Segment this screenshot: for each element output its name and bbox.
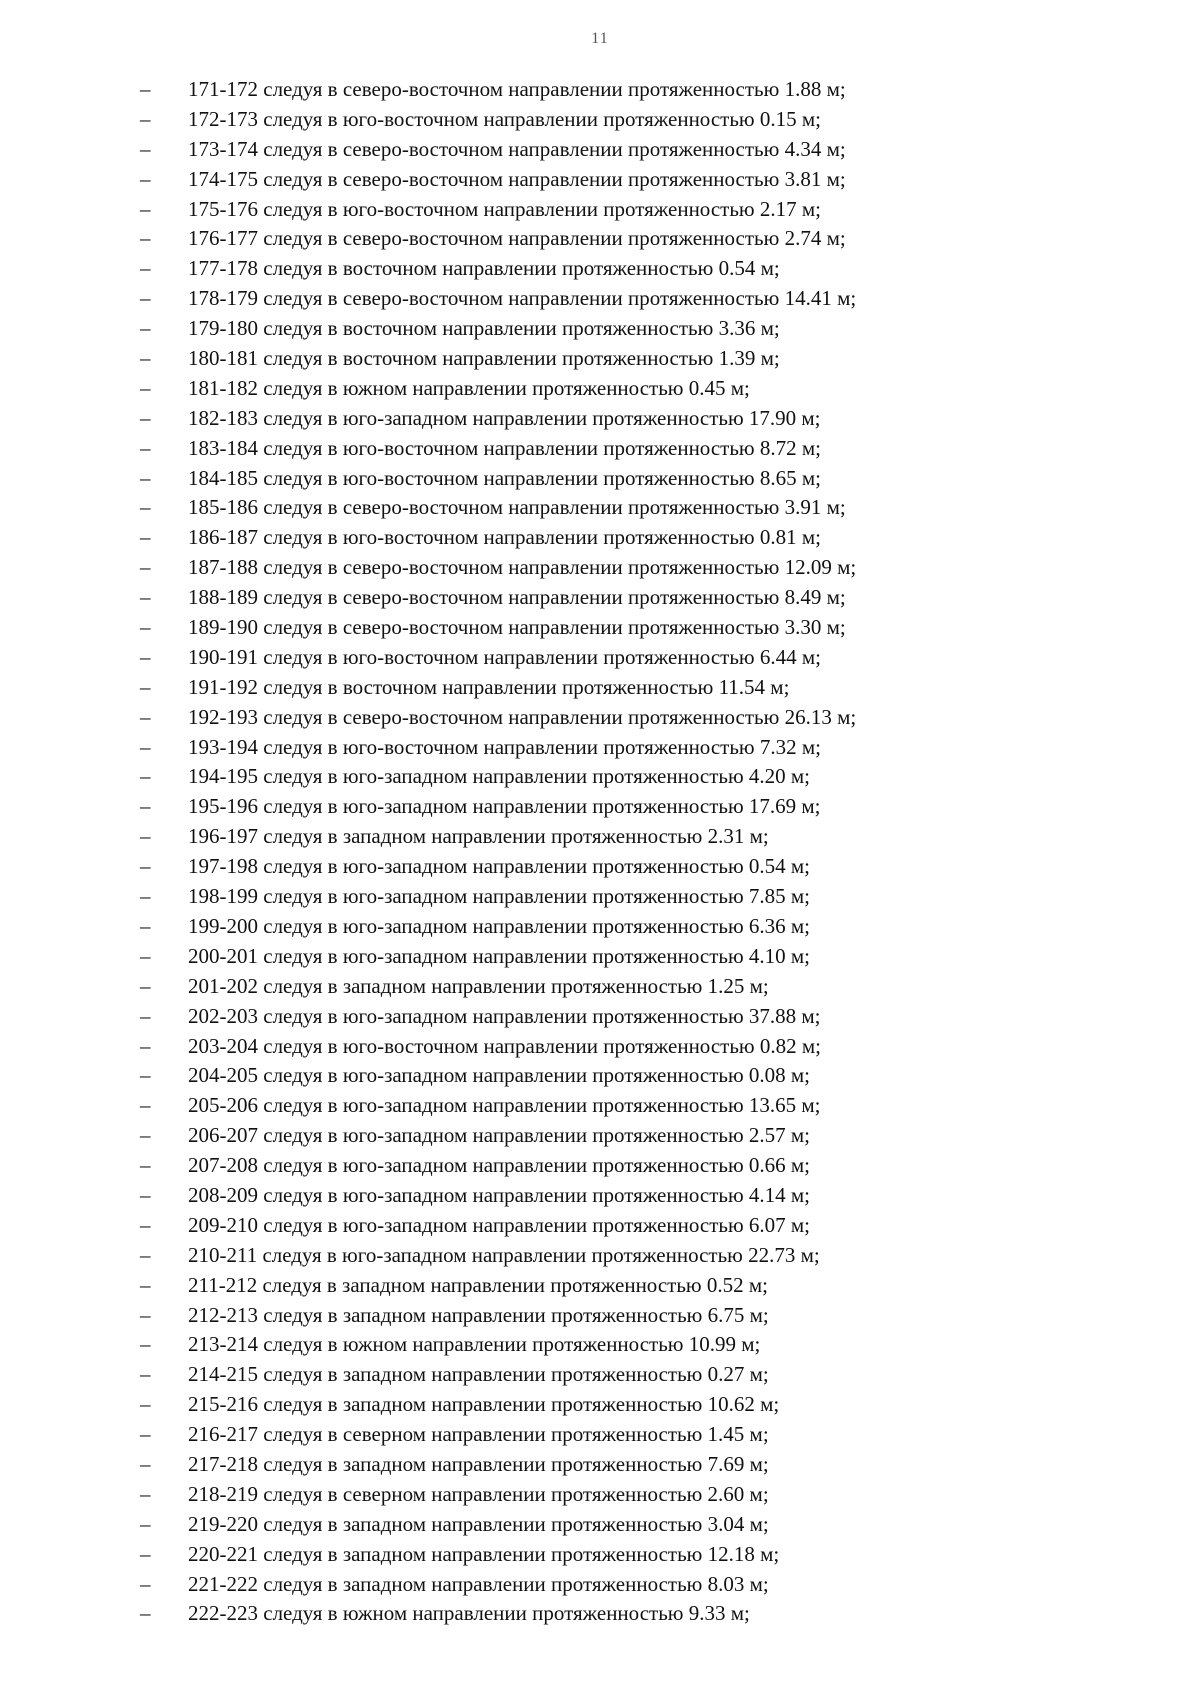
segment-description: 192-193 следуя в северо-восточном направлении протяженностью 26.13 м; [188,704,857,729]
segment-description: 205-206 следуя в юго-западном направлении протяженностью 13.65 м; [188,1093,821,1118]
list-bullet-dash: – [140,1063,151,1088]
list-bullet-dash: – [140,1212,151,1237]
list-bullet-dash: – [140,1272,151,1297]
list-item [140,434,856,464]
list-item [140,374,856,404]
list-bullet-dash: – [140,884,151,909]
segment-description: 209-210 следуя в юго-западном направлении протяженностью 6.07 м; [188,1212,811,1237]
segment-description: 179-180 следуя в восточном направлении протяженностью 3.36 м; [188,316,780,341]
segment-description: 189-190 следуя в северо-восточном направлении протяженностью 3.30 м; [188,615,846,640]
list-item [140,1241,856,1271]
list-bullet-dash: – [140,166,151,191]
segment-description: 222-223 следуя в южном направлении протяженностью 9.33 м; [188,1601,750,1626]
list-item [140,1002,856,1032]
list-item [140,1121,856,1151]
list-item [140,1450,856,1480]
list-item [140,1390,856,1420]
list-item [140,314,856,344]
segment-description: 184-185 следуя в юго-восточном направлении протяженностью 8.65 м; [188,465,821,490]
segment-description: 197-198 следуя в юго-западном направлении протяженностью 0.54 м; [188,854,811,879]
segment-description: 185-186 следуя в северо-восточном направлении протяженностью 3.91 м; [188,495,846,520]
segment-description: 210-211 следуя в юго-западном направлении протяженностью 22.73 м; [188,1242,820,1267]
list-bullet-dash: – [140,1571,151,1596]
list-item [140,464,856,494]
list-bullet-dash: – [140,286,151,311]
list-item [140,254,856,284]
list-item [140,135,856,165]
segment-description: 191-192 следуя в восточном направлении протяженностью 11.54 м; [188,674,790,699]
list-item [140,613,856,643]
list-item [140,75,856,105]
segment-description: 201-202 следуя в западном направлении протяженностью 1.25 м; [188,973,769,998]
list-item [140,822,856,852]
list-bullet-dash: – [140,1033,151,1058]
segment-description: 204-205 следуя в юго-западном направлении протяженностью 0.08 м; [188,1063,811,1088]
segment-description: 200-201 следуя в юго-западном направлении протяженностью 4.10 м; [188,943,811,968]
list-bullet-dash: – [140,1153,151,1178]
segment-description: 173-174 следуя в северо-восточном направлении протяженностью 4.34 м; [188,136,846,161]
boundary-segment-list [140,75,856,1629]
list-bullet-dash: – [140,824,151,849]
segment-description: 174-175 следуя в северо-восточном направлении протяженностью 3.81 м; [188,166,846,191]
list-item [140,673,856,703]
list-bullet-dash: – [140,734,151,759]
list-bullet-dash: – [140,1541,151,1566]
segment-description: 215-216 следуя в западном направлении протяженностью 10.62 м; [188,1392,780,1417]
list-bullet-dash: – [140,495,151,520]
list-item [140,912,856,942]
list-item [140,1061,856,1091]
list-item [140,942,856,972]
segment-description: 218-219 следуя в северном направлении протяженностью 2.60 м; [188,1481,769,1506]
segment-description: 187-188 следуя в северо-восточном направлении протяженностью 12.09 м; [188,555,857,580]
list-bullet-dash: – [140,1422,151,1447]
list-item [140,1151,856,1181]
segment-description: 220-221 следуя в западном направлении протяженностью 12.18 м; [188,1541,780,1566]
list-bullet-dash: – [140,1332,151,1357]
list-bullet-dash: – [140,794,151,819]
list-item [140,733,856,763]
segment-description: 207-208 следуя в юго-западном направлении протяженностью 0.66 м; [188,1153,811,1178]
list-bullet-dash: – [140,764,151,789]
list-bullet-dash: – [140,1511,151,1536]
list-bullet-dash: – [140,1093,151,1118]
list-bullet-dash: – [140,943,151,968]
segment-description: 212-213 следуя в западном направлении протяженностью 6.75 м; [188,1302,769,1327]
segment-description: 194-195 следуя в юго-западном направлении протяженностью 4.20 м; [188,764,811,789]
list-item [140,195,856,225]
segment-description: 183-184 следуя в юго-восточном направлении протяженностью 8.72 м; [188,435,821,460]
list-item [140,1480,856,1510]
page-number: 11 [591,30,609,47]
list-bullet-dash: – [140,854,151,879]
segment-description: 206-207 следуя в юго-западном направлении протяженностью 2.57 м; [188,1123,811,1148]
list-bullet-dash: – [140,1392,151,1417]
segment-description: 175-176 следуя в юго-восточном направлении протяженностью 2.17 м; [188,196,821,221]
list-bullet-dash: – [140,1003,151,1028]
list-bullet-dash: – [140,674,151,699]
list-item [140,882,856,912]
list-item [140,523,856,553]
list-item [140,224,856,254]
list-bullet-dash: – [140,1123,151,1148]
list-bullet-dash: – [140,704,151,729]
list-item [140,1091,856,1121]
list-item [140,404,856,434]
list-bullet-dash: – [140,346,151,371]
list-bullet-dash: – [140,196,151,221]
list-item [140,852,856,882]
list-item [140,553,856,583]
list-item [140,1420,856,1450]
list-bullet-dash: – [140,913,151,938]
segment-description: 182-183 следуя в юго-западном направлении протяженностью 17.90 м; [188,405,821,430]
list-item [140,344,856,374]
segment-description: 214-215 следуя в западном направлении протяженностью 0.27 м; [188,1362,769,1387]
list-item [140,284,856,314]
list-item [140,1360,856,1390]
list-item [140,493,856,523]
list-item [140,1211,856,1241]
list-bullet-dash: – [140,226,151,251]
segment-description: 213-214 следуя в южном направлении протяженностью 10.99 м; [188,1332,761,1357]
list-bullet-dash: – [140,1362,151,1387]
segment-description: 198-199 следуя в юго-западном направлении протяженностью 7.85 м; [188,884,811,909]
list-item [140,583,856,613]
list-bullet-dash: – [140,644,151,669]
list-bullet-dash: – [140,375,151,400]
segment-description: 172-173 следуя в юго-восточном направлении протяженностью 0.15 м; [188,106,821,131]
segment-description: 211-212 следуя в западном направлении протяженностью 0.52 м; [188,1272,768,1297]
list-bullet-dash: – [140,77,151,101]
list-bullet-dash: – [140,316,151,341]
segment-description: 196-197 следуя в западном направлении протяженностью 2.31 м; [188,824,769,849]
list-bullet-dash: – [140,1601,151,1626]
list-bullet-dash: – [140,555,151,580]
list-bullet-dash: – [140,405,151,430]
list-item [140,105,856,135]
list-bullet-dash: – [140,256,151,281]
list-bullet-dash: – [140,615,151,640]
segment-description: 177-178 следуя в восточном направлении протяженностью 0.54 м; [188,256,780,281]
list-item [140,1032,856,1062]
segment-description: 171-172 следуя в северо-восточном направлении протяженностью 1.88 м; [188,77,846,101]
list-item [140,762,856,792]
segment-description: 178-179 следуя в северо-восточном направлении протяженностью 14.41 м; [188,286,857,311]
segment-description: 219-220 следуя в западном направлении протяженностью 3.04 м; [188,1511,769,1536]
list-bullet-dash: – [140,585,151,610]
list-bullet-dash: – [140,136,151,161]
segment-description: 180-181 следуя в восточном направлении протяженностью 1.39 м; [188,346,780,371]
list-item [140,165,856,195]
list-bullet-dash: – [140,973,151,998]
list-bullet-dash: – [140,435,151,460]
list-bullet-dash: – [140,1242,151,1267]
list-bullet-dash: – [140,465,151,490]
list-item [140,1330,856,1360]
segment-description: 202-203 следуя в юго-западном направлении протяженностью 37.88 м; [188,1003,821,1028]
segment-description: 190-191 следуя в юго-восточном направлении протяженностью 6.44 м; [188,644,821,669]
segment-description: 193-194 следуя в юго-восточном направлении протяженностью 7.32 м; [188,734,821,759]
list-bullet-dash: – [140,106,151,131]
segment-description: 195-196 следуя в юго-западном направлении протяженностью 17.69 м; [188,794,821,819]
segment-description: 199-200 следуя в юго-западном направлении протяженностью 6.36 м; [188,913,811,938]
list-item [140,1271,856,1301]
list-bullet-dash: – [140,1481,151,1506]
list-bullet-dash: – [140,1451,151,1476]
segment-description: 216-217 следуя в северном направлении протяженностью 1.45 м; [188,1422,769,1447]
list-item [140,1181,856,1211]
list-bullet-dash: – [140,1182,151,1207]
segment-description: 217-218 следуя в западном направлении протяженностью 7.69 м; [188,1451,769,1476]
segment-description: 181-182 следуя в южном направлении протяженностью 0.45 м; [188,375,750,400]
segment-description: 208-209 следуя в юго-западном направлении протяженностью 4.14 м; [188,1182,811,1207]
segment-description: 176-177 следуя в северо-восточном направлении протяженностью 2.74 м; [188,226,846,251]
list-item [140,1301,856,1331]
segment-description: 203-204 следуя в юго-восточном направлении протяженностью 0.82 м; [188,1033,821,1058]
segment-description: 186-187 следуя в юго-восточном направлении протяженностью 0.81 м; [188,525,821,550]
list-bullet-dash: – [140,525,151,550]
list-item [140,1599,856,1629]
list-item [140,1570,856,1600]
segment-description: 188-189 следуя в северо-восточном направлении протяженностью 8.49 м; [188,585,846,610]
list-item [140,1540,856,1570]
list-item [140,792,856,822]
list-item [140,972,856,1002]
list-item [140,703,856,733]
list-bullet-dash: – [140,1302,151,1327]
list-item [140,1510,856,1540]
segment-description: 221-222 следуя в западном направлении протяженностью 8.03 м; [188,1571,769,1596]
list-item [140,643,856,673]
